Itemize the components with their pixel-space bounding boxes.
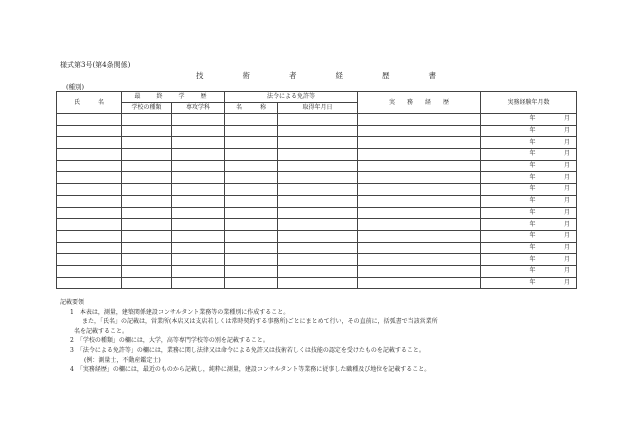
school-type-cell[interactable] [122,172,172,184]
experience-years-cell[interactable] [481,219,539,231]
experience-months-cell[interactable] [539,114,577,126]
license-date-cell[interactable] [278,195,358,207]
major-cell[interactable] [172,265,225,277]
major-cell[interactable] [172,230,225,242]
career-cell[interactable] [358,184,481,196]
month-unit: 月 [564,127,571,135]
school-type-cell[interactable] [122,114,172,126]
engineer-career-table [56,91,577,289]
note-item: 3 「法令による免許等」の欄には，業務に関し法律又は命令による免許又は技術若しくは技能の認定を受けたものを記載すること。 [70,346,425,354]
table-row [57,242,577,254]
license-name-cell[interactable] [225,265,278,277]
major-cell[interactable] [172,160,225,172]
license-name-cell[interactable] [225,149,278,161]
name-cell[interactable] [57,242,122,254]
month-unit: 月 [564,208,571,216]
experience-months-cell[interactable] [539,125,577,137]
notes-heading: 記載要領 [60,299,85,306]
header-name: 氏 名 [57,92,122,114]
school-type-cell[interactable] [122,137,172,149]
title-char: 書 [428,71,436,80]
year-unit: 年 [529,185,536,193]
experience-months-cell[interactable] [539,160,577,172]
year-unit: 年 [529,197,536,205]
career-cell[interactable] [358,265,481,277]
month-unit: 月 [564,197,571,205]
license-name-cell[interactable] [225,219,278,231]
name-cell[interactable] [57,149,122,161]
table-row [57,125,577,137]
table-row [57,172,577,184]
career-cell[interactable] [358,160,481,172]
month-unit: 月 [564,220,571,228]
license-date-cell[interactable] [278,277,358,289]
month-unit: 月 [564,267,571,275]
table-row [57,184,577,196]
name-cell[interactable] [57,219,122,231]
table-row [57,160,577,172]
career-cell[interactable] [358,125,481,137]
major-cell[interactable] [172,195,225,207]
header-major: 専攻学科 [172,103,225,114]
experience-years-cell[interactable] [481,254,539,266]
school-type-cell[interactable] [122,242,172,254]
license-name-cell[interactable] [225,230,278,242]
school-type-cell[interactable] [122,184,172,196]
license-date-cell[interactable] [278,230,358,242]
career-cell[interactable] [358,277,481,289]
year-unit: 年 [529,138,536,146]
career-cell[interactable] [358,230,481,242]
license-date-cell[interactable] [278,265,358,277]
major-cell[interactable] [172,114,225,126]
school-type-cell[interactable] [122,277,172,289]
experience-years-cell[interactable] [481,125,539,137]
experience-years-cell[interactable] [481,184,539,196]
name-cell[interactable] [57,125,122,137]
note-item: 4 「実務経歴」の欄には，最近のものから記載し，純粋に測量，建設コンサルタント等業務に従事した職種及び地位を記載すること。 [70,366,431,374]
note-item: また，「氏名」の記載は，営業所(本店又は支店若しくは常時契約する事務所)ごとにまとめて行い，その直前に，括弧書で当該営業所 [82,318,438,326]
year-unit: 年 [529,173,536,181]
name-cell[interactable] [57,172,122,184]
table-row [57,254,577,266]
experience-months-cell[interactable] [539,242,577,254]
header-education-group: 最 終 学 歴 [122,92,225,103]
license-name-cell[interactable] [225,254,278,266]
experience-months-cell[interactable] [539,137,577,149]
experience-years-cell[interactable] [481,172,539,184]
year-unit: 年 [529,115,536,123]
year-unit: 年 [529,267,536,275]
experience-years-cell[interactable] [481,149,539,161]
header-career: 実 務 経 歴 [358,92,481,114]
experience-years-cell[interactable] [481,207,539,219]
year-unit: 年 [529,278,536,286]
license-date-cell[interactable] [278,149,358,161]
header-license-name: 名 称 [225,103,278,114]
career-cell[interactable] [358,195,481,207]
table-row [57,137,577,149]
form-number: 様式第3号(第4条関係) [60,61,131,69]
month-unit: 月 [564,243,571,251]
career-cell[interactable] [358,137,481,149]
name-cell[interactable] [57,137,122,149]
experience-months-cell[interactable] [539,184,577,196]
month-unit: 月 [564,278,571,286]
career-cell[interactable] [358,114,481,126]
experience-months-cell[interactable] [539,230,577,242]
year-unit: 年 [529,220,536,228]
table-row [57,207,577,219]
year-unit: 年 [529,255,536,263]
major-cell[interactable] [172,242,225,254]
month-unit: 月 [564,138,571,146]
title-char: 歴 [382,71,390,80]
month-unit: 月 [564,185,571,193]
document-title [196,70,436,81]
major-cell[interactable] [172,137,225,149]
experience-months-cell[interactable] [539,219,577,231]
experience-years-cell[interactable] [481,265,539,277]
school-type-cell[interactable] [122,125,172,137]
year-unit: 年 [529,127,536,135]
career-cell[interactable] [358,207,481,219]
note-item: 1 本表は，測量，建築関係建設コンサルタント業務等の業種別に作成すること。 [70,308,290,316]
year-unit: 年 [529,208,536,216]
experience-years-cell[interactable] [481,230,539,242]
license-name-cell[interactable] [225,114,278,126]
license-name-cell[interactable] [225,160,278,172]
experience-years-cell[interactable] [481,242,539,254]
header-experience: 実務経験年月数 [481,92,577,114]
career-cell[interactable] [358,242,481,254]
license-date-cell[interactable] [278,207,358,219]
license-date-cell[interactable] [278,114,358,126]
month-unit: 月 [564,232,571,240]
header-school-type: 学校の種類 [122,103,172,114]
month-unit: 月 [564,150,571,158]
experience-months-cell[interactable] [539,265,577,277]
table-row [57,230,577,242]
school-type-cell[interactable] [122,254,172,266]
title-char: 者 [289,71,297,80]
career-cell[interactable] [358,172,481,184]
year-unit: 年 [529,150,536,158]
month-unit: 月 [564,173,571,181]
name-cell[interactable] [57,254,122,266]
month-unit: 月 [564,255,571,263]
month-unit: 月 [564,162,571,170]
school-type-cell[interactable] [122,265,172,277]
license-name-cell[interactable] [225,184,278,196]
school-type-cell[interactable] [122,230,172,242]
title-char: 技 [196,71,204,80]
table-row [57,277,577,289]
year-unit: 年 [529,232,536,240]
experience-months-cell[interactable] [539,172,577,184]
name-cell[interactable] [57,207,122,219]
header-license-date: 取得年月日 [278,103,358,114]
header-license-group: 法令による免許等 [225,92,358,103]
experience-months-cell[interactable] [539,195,577,207]
name-cell[interactable] [57,277,122,289]
license-date-cell[interactable] [278,254,358,266]
table-row [57,195,577,207]
license-date-cell[interactable] [278,184,358,196]
table-body [57,114,577,289]
license-name-cell[interactable] [225,137,278,149]
school-type-cell[interactable] [122,160,172,172]
career-cell[interactable] [358,254,481,266]
table-row [57,219,577,231]
experience-months-cell[interactable] [539,277,577,289]
major-cell[interactable] [172,125,225,137]
license-date-cell[interactable] [278,172,358,184]
license-name-cell[interactable] [225,207,278,219]
license-date-cell[interactable] [278,137,358,149]
table-row [57,265,577,277]
school-type-cell[interactable] [122,149,172,161]
major-cell[interactable] [172,149,225,161]
category-label: (種別) [66,83,85,91]
table-row [57,114,577,126]
year-unit: 年 [529,243,536,251]
notes-section [60,298,600,375]
title-char: 術 [242,71,250,80]
name-cell[interactable] [57,114,122,126]
experience-months-cell[interactable] [539,254,577,266]
major-cell[interactable] [172,172,225,184]
license-date-cell[interactable] [278,219,358,231]
license-name-cell[interactable] [225,277,278,289]
name-cell[interactable] [57,160,122,172]
experience-months-cell[interactable] [539,207,577,219]
license-date-cell[interactable] [278,160,358,172]
license-name-cell[interactable] [225,125,278,137]
career-cell[interactable] [358,219,481,231]
table-row [57,149,577,161]
license-date-cell[interactable] [278,125,358,137]
major-cell[interactable] [172,219,225,231]
experience-years-cell[interactable] [481,195,539,207]
career-cell[interactable] [358,149,481,161]
license-name-cell[interactable] [225,172,278,184]
experience-months-cell[interactable] [539,149,577,161]
note-item: (例：測量士，不動産鑑定士) [84,356,161,364]
school-type-cell[interactable] [122,195,172,207]
experience-years-cell[interactable] [481,277,539,289]
experience-years-cell[interactable] [481,160,539,172]
school-type-cell[interactable] [122,219,172,231]
note-item: 2 「学校の種類」の欄には，大学，高等専門学校等の別を記載すること。 [70,337,269,345]
license-name-cell[interactable] [225,242,278,254]
name-cell[interactable] [57,265,122,277]
license-name-cell[interactable] [225,195,278,207]
title-char: 経 [335,71,343,80]
note-item: 名を記載すること。 [74,327,129,335]
experience-years-cell[interactable] [481,114,539,126]
major-cell[interactable] [172,277,225,289]
name-cell[interactable] [57,184,122,196]
name-cell[interactable] [57,195,122,207]
month-unit: 月 [564,115,571,123]
major-cell[interactable] [172,254,225,266]
experience-years-cell[interactable] [481,137,539,149]
name-cell[interactable] [57,230,122,242]
major-cell[interactable] [172,207,225,219]
major-cell[interactable] [172,184,225,196]
license-date-cell[interactable] [278,242,358,254]
school-type-cell[interactable] [122,207,172,219]
year-unit: 年 [529,162,536,170]
